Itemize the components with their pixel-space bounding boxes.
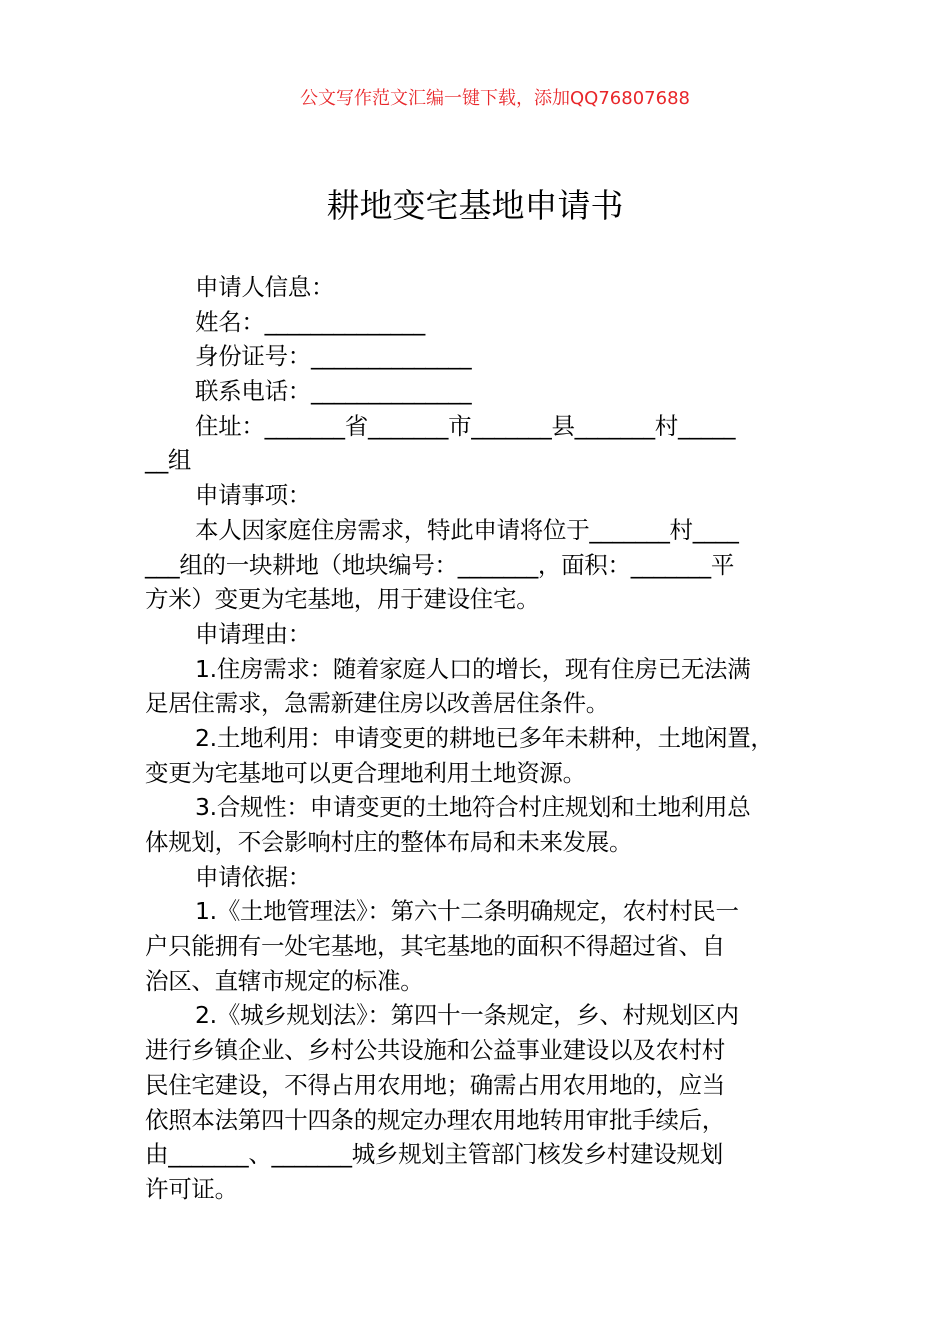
text-line: 姓名：______________ — [195, 307, 425, 336]
text-line: 身份证号：______________ — [195, 342, 472, 371]
text-line: 进行乡镇企业、乡村公共设施和公益事业建设以及农村村 — [145, 1036, 725, 1065]
text-line: 住址：_______省_______市_______县_______村_____ — [195, 411, 736, 440]
text-line: 2.土地利用：申请变更的耕地已多年未耕种，土地闲置， — [195, 723, 774, 752]
text-line: 民住宅建设，不得占用农用地；确需占用农用地的，应当 — [145, 1070, 725, 1099]
document-body — [145, 270, 835, 1207]
text-line: __组 — [145, 446, 192, 475]
text-line: 3.合规性：申请变更的土地符合村庄规划和土地利用总 — [195, 793, 751, 822]
text-line: 体规划，不会影响村庄的整体布局和未来发展。 — [145, 828, 633, 856]
text-line: 许可证。 — [145, 1174, 238, 1203]
text-line: ___组的一块耕地（地块编号：_______，面积：_______平 — [145, 550, 735, 579]
text-line: 治区、直辖市规定的标准。 — [145, 966, 424, 995]
text-line: 本人因家庭住房需求，特此申请将位于_______村____ — [195, 515, 739, 544]
document-title: 耕地变宅基地申请书 — [326, 186, 624, 225]
text-line: 申请事项： — [195, 481, 311, 510]
text-line: 由_______、_______城乡规划主管部门核发乡村建设规划 — [145, 1140, 723, 1169]
text-line: 依照本法第四十四条的规定办理农用地转用审批手续后， — [145, 1105, 725, 1134]
text-line: 1.《土地管理法》：第六十二条明确规定，农村村民一 — [195, 897, 739, 926]
text-line: 变更为宅基地可以更合理地利用土地资源。 — [145, 758, 586, 787]
text-line: 方米）变更为宅基地，用于建设住宅。 — [145, 585, 540, 614]
text-line: 户只能拥有一处宅基地，其宅基地的面积不得超过省、自 — [145, 932, 725, 961]
text-line: 1.住房需求：随着家庭人口的增长，现有住房已无法满 — [195, 654, 751, 683]
text-line: 申请依据： — [195, 862, 311, 891]
text-line: 申请人信息： — [195, 273, 335, 301]
text-line: 联系电话：______________ — [195, 377, 472, 406]
text-line: 2.《城乡规划法》：第四十一条规定，乡、村规划区内 — [195, 1001, 739, 1030]
text-line: 申请理由： — [195, 619, 311, 648]
text-line: 足居住需求，急需新建住房以改善居住条件。 — [145, 689, 609, 718]
watermark-header: 公文写作范文汇编一键下载，添加QQ76807688 — [300, 88, 690, 109]
